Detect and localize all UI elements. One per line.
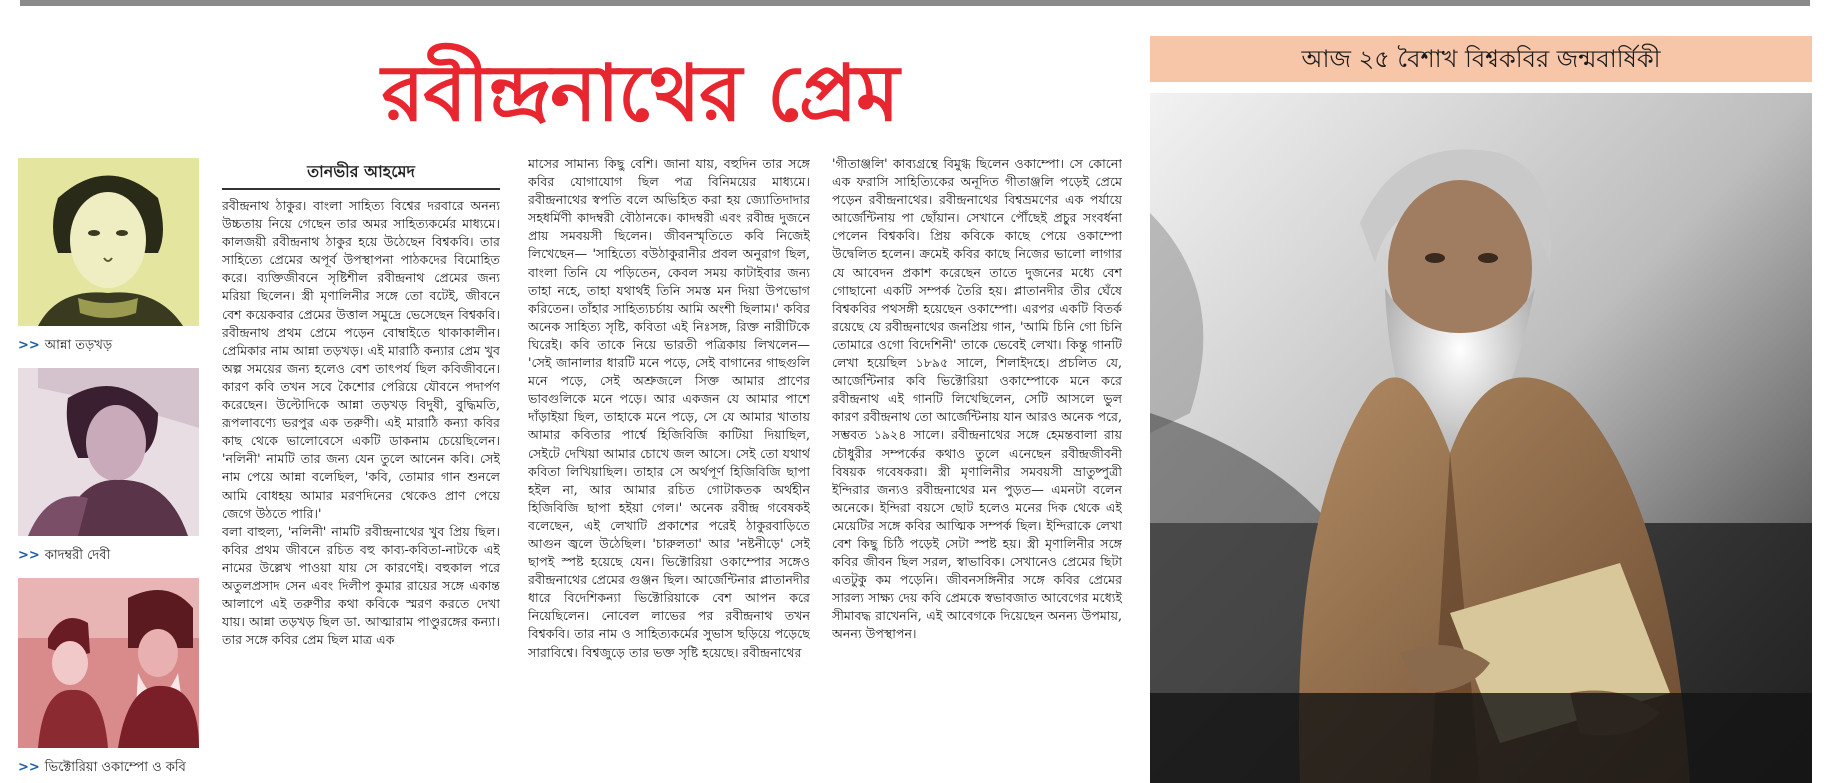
headline: রবীন্দ্রনাথের প্রেম bbox=[381, 49, 899, 139]
tagore-portrait bbox=[1150, 93, 1812, 783]
caption-text: কাদম্বরী দেবী bbox=[44, 548, 111, 563]
article-paragraph: রবীন্দ্রনাথ ঠাকুর। বাংলা সাহিত্য বিশ্বের দরবারে অনন্য উচ্চতায় নিয়ে গেছেন তার অমর সাহিত্যকর্মের মাধ্যমে। কালজয়ী রবীন্দ্রনাথ ঠাকুর হয়ে উঠেছেন বিশ্বকবি। তার সাহিত্যে প্রেমের অপূর্ব উপস্থাপনা পাঠকদের বিমোহিত করে। ব্যক্তিজীবনে সৃষ্টিশীল রবীন্দ্রনাথ প্রেমের জন্য মরিয়া ছিলেন। স্ত্রী মৃণালিনীর সঙ্গে তো বটেই, জীবনে বেশ কয়েকবার প্রেমের উত্তাল সমুদ্রে ভেসেছেন বিশ্বকবি। রবীন্দ্রনাথ প্রথম প্রেমে পড়েন বোম্বাইতে থাকাকালীন। প্রেমিকার নাম আন্না তড়খড়। এই মারাঠি কন্যার প্রেম খুব অল্প সময়ের জন্য হলেও বেশ তাৎপর্য ছিল কবিজীবনে। কারণ কবি তখন সবে কৈশোর পেরিয়ে যৌবনে পদার্পণ করেছেন। উল্টোদিকে আন্না তড়খড় বিদুষী, বুদ্ধিমতি, রূপলাবণ্যে ভরপুর এক তরুণী। এই মারাঠি কন্যা কবির কাছ থেকে ভালোবেসে একটি ডাকনাম চেয়েছিলেন। 'নলিনী' নামটি তার জন্য যেন তুলে আনেন কবি। সেই নাম পেয়ে আন্না বলেছিল, 'কবি, তোমার গান শুনলে আমি বোধহয় আমার মরণদিনের থেকেও প্রাণ পেয়ে জেগে উঠতে পারি।' bbox=[222, 198, 500, 521]
article-column-3 bbox=[832, 155, 1122, 777]
article-column-1 bbox=[222, 197, 500, 769]
article-paragraph: 'গীতাঞ্জলি' কাব্যগ্রন্থে বিমুগ্ধ ছিলেন ওকাম্পো। সে কোনো এক ফরাসি সাহিত্যিকের অনূদিত গীতাঞ্জলি পড়েই প্রেমে পড়েন রবীন্দ্রনাথের। রবীন্দ্রনাথের বিশ্বভ্রমণের এক পর্যায়ে আর্জেন্টিনায় পা ছোঁয়ান। সেখানে পৌঁছেই প্রচুর সংবর্ধনা পেলেন বিশ্বকবি। প্রিয় কবিকে কাছে পেয়ে ওকাম্পো উদ্বেলিত হলেন। ক্রমেই কবির কাছে নিজের ভালো লাগার যে আবেদন প্রকাশ করেছেন তাতে দুজনের মধ্যে বেশ গোছানো একটি সম্পর্ক তৈরি হয়। প্লাতানদীর তীর ঘেঁষে বিশ্বকবির পথসঙ্গী হয়েছেন ওকাম্পো। এরপর একটি বিতর্ক রয়েছে যে রবীন্দ্রনাথের জনপ্রিয় গান, 'আমি চিনি গো চিনি তোমারে ওগো বিদেশিনী' তাকে ভেবেই লেখা। কিন্তু গানটি লেখা হয়েছিল ১৮৯৫ সালে, শিলাইদহে। প্রচলিত যে, আর্জেন্টিনার কবি ভিক্টোরিয়া ওকাম্পোকে মনে করে রবীন্দ্রনাথ এই গানটি লিখেছিলেন, সেটি আসলে ভুল কারণ রবীন্দ্রনাথ তো আর্জেন্টিনায় যান আরও অনেক পরে, সম্ভবত ১৯২৪ সালে। রবীন্দ্রনাথের সঙ্গে হেমন্তবালা রায় চৌধুরীর সম্পর্কের কথাও তুলে এনেছেন রবীন্দ্রজীবনী বিষয়ক গবেষকরা। স্ত্রী মৃণালিনীর সমবয়সী ভ্রাতুষ্পুত্রী ইন্দিরার জন্যও রবীন্দ্রনাথের মন পুড়ত— এমনটা বলেন অনেকে। ইন্দিরা বয়সে ছোট হলেও মনের দিক থেকে এই মেয়েটির সঙ্গে কবির আত্মিক সম্পর্ক ছিল। ইন্দিরাকে লেখা বেশ কিছু চিঠি পড়েই সেটা স্পষ্ট হয়। স্ত্রী মৃণালিনীর সঙ্গে কবির জীবন ছিল সরল, স্বাভাবিক। সেখানেও প্রেমের ছিটা এতটুকু কম পড়েনি। জীবনসঙ্গিনীর সঙ্গে কবির প্রেমের সারল্য সাক্ষ্য দেয় কবি প্রেমকে স্বভাবজাত আবেগের মধ্যেই সীমাবদ্ধ রাখেননি, এই আবেগকে দিয়েছেন অনন্য উপমায়, অনন্য উপস্থাপন। bbox=[832, 156, 1122, 642]
photo-kadambari-devi bbox=[18, 368, 199, 536]
author-byline: তানভীর আহমেদ bbox=[222, 158, 500, 190]
caption-kadambari-devi bbox=[18, 546, 208, 566]
photo-victoria-ocampo-and-poet bbox=[18, 578, 199, 748]
article-paragraph: বলা বাহুল্য, 'নলিনী' নামটি রবীন্দ্রনাথের খুব প্রিয় ছিল। কবির প্রথম জীবনে রচিত বহু কাব্য-কবিতা-নাটকে এই নামের উল্লেখ পাওয়া যায় সে কারণেই। বহুকাল পরে অতুলপ্রসাদ সেন এবং দিলীপ কুমার রায়ের সঙ্গে একান্ত আলাপে এই তরুণীর কথা কবিকে স্মরণ করতে দেখা যায়। আন্না তড়খড় ছিল ডা. আত্মারাম পাণ্ডুরঙ্গের কন্যা। তার সঙ্গে কবির প্রেম ছিল মাত্র এক bbox=[222, 523, 500, 648]
article-column-2 bbox=[528, 155, 810, 777]
caption-victoria-ocampo-and-poet bbox=[18, 758, 208, 778]
caption-anna-tarkhad bbox=[18, 336, 208, 356]
caption-arrow-icon: >> bbox=[18, 760, 40, 775]
caption-arrow-icon: >> bbox=[18, 338, 40, 353]
caption-arrow-icon: >> bbox=[18, 548, 40, 563]
caption-text: ভিক্টোরিয়া ওকাম্পো ও কবি bbox=[44, 760, 186, 775]
anniversary-banner: আজ ২৫ বৈশাখ বিশ্বকবির জন্মবার্ষিকী bbox=[1150, 36, 1812, 82]
top-rule bbox=[20, 0, 1810, 6]
photo-anna-tarkhad bbox=[18, 158, 199, 326]
caption-text: আন্না তড়খড় bbox=[44, 338, 113, 353]
article-paragraph: মাসের সামান্য কিছু বেশি। জানা যায়, বহুদিন তার সঙ্গে কবির যোগাযোগ ছিল পত্র বিনিময়ের মাধ্যমে। রবীন্দ্রনাথের স্বপতি বলে অভিহিত করা হয় জ্যোতিদাদার সহধর্মিণী কাদম্বরী বৌঠানকে। কাদম্বরী এবং রবীন্দ্র দুজনে প্রায় সমবয়সী ছিলেন। জীবনস্মৃতিতে কবি নিজেই লিখেছেন— 'সাহিত্যে বউঠাকুরানীর প্রবল অনুরাগ ছিল, বাংলা তিনি যে পড়িতেন, কেবল সময় কাটাইবার জন্য তাহা নহে, তাহা যথার্থই তিনি সমস্ত মন দিয়া উপভোগ করিতেন। তাঁহার সাহিত্যচর্চায় আমি অংশী ছিলাম।' কবির অনেক সাহিত্য সৃষ্টি, কবিতা এই নিঃসঙ্গ, রিক্ত নারীটিকে ঘিরেই। কবি তাকে নিয়ে ভারতী পত্রিকায় লিখলেন— 'সেই জানালার ধারটি মনে পড়ে, সেই বাগানের গাছগুলি মনে পড়ে, সেই অশ্রুজলে সিক্ত আমার প্রাণের ভাবগুলিকে মনে পড়ে। আর একজন যে আমার পাশে দাঁড়াইয়া ছিল, তাহাকে মনে পড়ে, সে যে আমার খাতায় আমার কবিতার পার্শ্বে হিজিবিজি কাটিয়া দিয়াছিল, সেইটে দেখিয়া আমার চোখে জল আসে। সেই তো যথার্থ কবিতা লিখিয়াছিল। তাহার সে অর্থপূর্ণ হিজিবিজি ছাপা হইল না, আর আমার রচিত গোটাকতক অর্থহীন হিজিবিজি ছাপা হইয়া গেল।' অনেক রবীন্দ্র গবেষকই বলেছেন, এই লেখাটি প্রকাশের পরেই ঠাকুরবাড়িতে আগুন জ্বলে উঠেছিল। 'চারুলতা' আর 'নষ্টনীড়ে' সেই ছাপই স্পষ্ট হয়েছে যেন। ভিক্টোরিয়া ওকাম্পোর সঙ্গেও রবীন্দ্রনাথের প্রেমের গুঞ্জন ছিল। আর্জেন্টিনার প্লাতানদীর ধারে বিদেশিকন্যা ভিক্টোরিয়াকে বেশ আপন করে নিয়েছিলেন। নোবেল লাভের পর রবীন্দ্রনাথ তখন বিশ্বকবি। তার নাম ও সাহিত্যকর্মের সুভাস ছড়িয়ে পড়েছে সারাবিশ্বে। বিশ্বজুড়ে তার ভক্ত সৃষ্টি হয়েছে। রবীন্দ্রনাথের bbox=[528, 156, 810, 660]
